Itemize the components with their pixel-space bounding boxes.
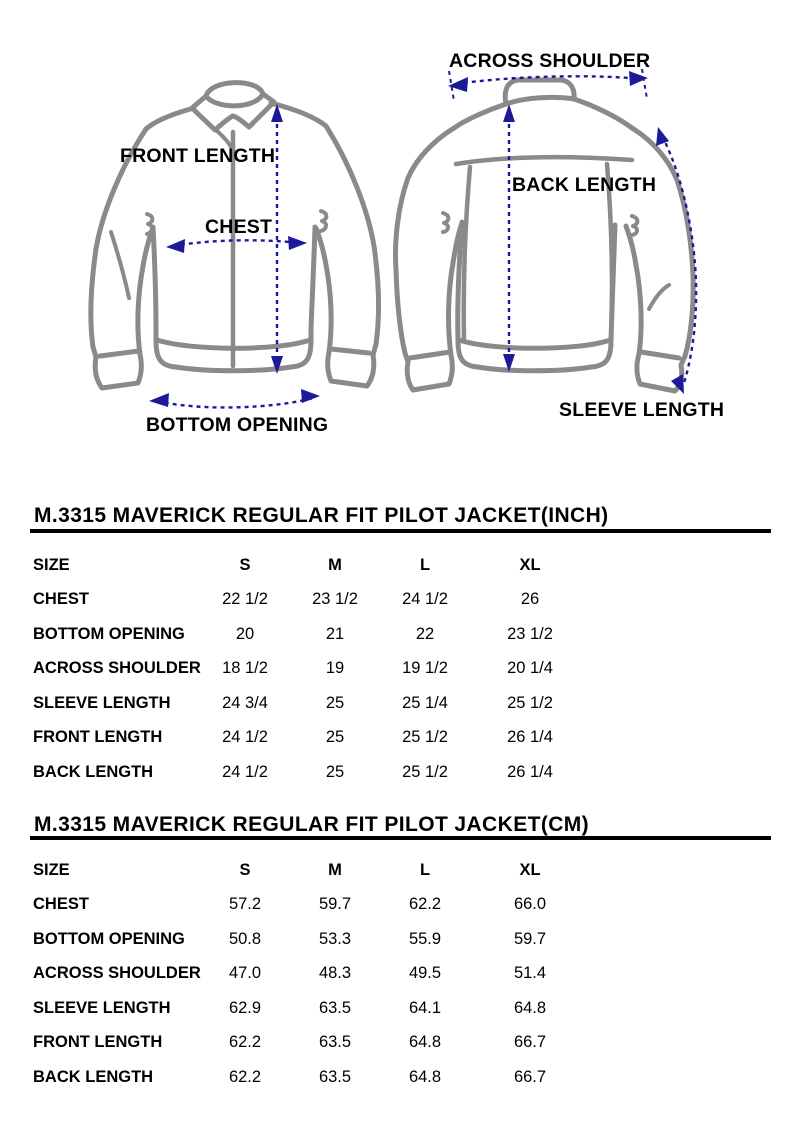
back-right-cuff-line (641, 352, 679, 358)
back-length-label: BACK LENGTH (512, 174, 657, 196)
cell-value: 49.5 (408, 964, 442, 983)
bottom-opening-arrow-shaft (157, 398, 313, 407)
back-right-pocket-mark (632, 216, 637, 235)
cell-value: 20 1/4 (507, 659, 553, 678)
cell-value: 66.7 (513, 1033, 547, 1052)
cell-value: 50.8 (228, 929, 262, 948)
bottom-opening-label: BOTTOM OPENING (146, 414, 329, 436)
front-collar-base (206, 94, 263, 106)
front-left-sleeve-crease (111, 232, 129, 298)
table-row (33, 1026, 593, 1061)
front-right-cuff-line (331, 349, 369, 353)
cell-value: 53.3 (318, 929, 352, 948)
cell-value: 21 (325, 624, 345, 643)
table-row (33, 991, 593, 1026)
back-right-sleeve (626, 128, 693, 391)
chest-arrow-shaft (173, 240, 301, 246)
cell-value: 22 1/2 (222, 590, 268, 609)
jacket-outlines (91, 80, 693, 391)
cell-value: 62.9 (228, 998, 262, 1017)
cell-value: 24 3/4 (222, 693, 268, 712)
chest-label: CHEST (205, 216, 273, 238)
chest-arrowhead-left (166, 239, 185, 253)
cell-value: 26 (520, 590, 540, 609)
table-row (33, 957, 593, 992)
cell-value: 25 1/4 (402, 693, 448, 712)
inch-table-title: M.3315 MAVERICK REGULAR FIT PILOT JACKET(INCH) (34, 504, 609, 527)
back-left-princess-seam (464, 167, 470, 340)
row-label: CHEST (33, 895, 89, 914)
back-left-pocket-mark (443, 213, 448, 232)
cm-table-title: M.3315 MAVERICK REGULAR FIT PILOT JACKET(CM) (34, 813, 590, 836)
table-row (33, 721, 593, 756)
row-label: BOTTOM OPENING (33, 624, 185, 643)
inch-size-table (33, 548, 593, 790)
inch-table-rule (30, 529, 771, 533)
col-header-xl: XL (519, 860, 541, 879)
size-header: SIZE (33, 860, 70, 879)
cell-value: 63.5 (318, 1067, 352, 1086)
cell-value: 63.5 (318, 1033, 352, 1052)
row-label: ACROSS SHOULDER (33, 659, 201, 678)
col-header-l: L (419, 860, 431, 879)
back-hem-band-line (459, 340, 610, 348)
cell-value: 57.2 (228, 895, 262, 914)
table-row (33, 922, 593, 957)
back-right-shoulder (574, 99, 632, 128)
sleeve-length-arrowhead-top (656, 127, 669, 146)
cell-value: 64.8 (408, 1067, 442, 1086)
table-row (33, 755, 593, 790)
cell-value: 20 (235, 624, 255, 643)
cell-value: 25 1/2 (402, 762, 448, 781)
cell-value: 63.5 (318, 998, 352, 1017)
cell-value: 62.2 (228, 1033, 262, 1052)
cell-value: 51.4 (513, 964, 547, 983)
cell-value: 47.0 (228, 964, 262, 983)
cm-size-table (33, 853, 593, 1095)
cell-value: 66.7 (513, 1067, 547, 1086)
row-label: BACK LENGTH (33, 1067, 154, 1086)
table-row (33, 652, 593, 687)
table-row (33, 888, 593, 923)
col-header-l: L (419, 555, 431, 574)
row-label: FRONT LENGTH (33, 728, 163, 747)
front-left-cuff-line (100, 351, 139, 356)
front-collar-top (206, 83, 263, 96)
cell-value: 25 (325, 693, 345, 712)
table-row (33, 583, 593, 618)
back-left-shoulder (454, 104, 506, 128)
cell-value: 64.1 (408, 998, 442, 1017)
table-row (33, 686, 593, 721)
size-header: SIZE (33, 555, 70, 574)
back-left-cuff-line (410, 352, 450, 358)
row-label: FRONT LENGTH (33, 1033, 163, 1052)
cell-value: 19 1/2 (402, 659, 448, 678)
chest-arrowhead-right (288, 236, 307, 250)
col-header-xl: XL (519, 555, 541, 574)
cell-value: 26 1/4 (507, 728, 553, 747)
front-length-label: FRONT LENGTH (120, 145, 276, 167)
cell-value: 19 (325, 659, 345, 678)
col-header-s: S (239, 860, 251, 879)
front-right-pocket-mark (321, 211, 326, 231)
cell-value: 62.2 (228, 1067, 262, 1086)
across-shoulder-label: ACROSS SHOULDER (449, 50, 651, 72)
bottom-opening-arrowhead-right (301, 389, 320, 403)
cell-value: 64.8 (513, 998, 547, 1017)
cell-value: 66.0 (513, 895, 547, 914)
back-jacket-outline (396, 80, 694, 391)
cell-value: 23 1/2 (507, 624, 553, 643)
col-header-m: M (328, 555, 342, 574)
table-header-row (33, 548, 593, 583)
cell-value: 25 1/2 (507, 693, 553, 712)
cell-value: 64.8 (408, 1033, 442, 1052)
sleeve-length-label: SLEEVE LENGTH (559, 399, 725, 421)
row-label: ACROSS SHOULDER (33, 964, 201, 983)
cell-value: 55.9 (408, 929, 442, 948)
col-header-s: S (239, 555, 251, 574)
col-header-m: M (328, 860, 342, 879)
cell-value: 25 1/2 (402, 728, 448, 747)
cell-value: 48.3 (318, 964, 352, 983)
cell-value: 25 (325, 762, 345, 781)
table-row (33, 1060, 593, 1095)
jacket-measurement-diagram (0, 0, 801, 460)
cell-value: 59.7 (318, 895, 352, 914)
bottom-opening-arrowhead-left (149, 393, 169, 407)
table-row (33, 617, 593, 652)
cell-value: 62.2 (408, 895, 442, 914)
across-shoulder-right-tick (642, 69, 647, 99)
across-shoulder-arrowhead-right (629, 71, 648, 86)
row-label: SLEEVE LENGTH (33, 998, 171, 1017)
table-header-row (33, 853, 593, 888)
front-right-lapel (233, 94, 274, 127)
cell-value: 59.7 (513, 929, 547, 948)
cell-value: 24 1/2 (402, 590, 448, 609)
back-right-sleeve-crease (649, 285, 669, 309)
cell-value: 24 1/2 (222, 728, 268, 747)
cell-value: 18 1/2 (222, 659, 268, 678)
row-label: CHEST (33, 590, 89, 609)
cm-table-rule (30, 836, 771, 840)
row-label: BACK LENGTH (33, 762, 154, 781)
row-label: SLEEVE LENGTH (33, 693, 171, 712)
row-label: BOTTOM OPENING (33, 929, 185, 948)
cell-value: 23 1/2 (312, 590, 358, 609)
cell-value: 25 (325, 728, 345, 747)
cell-value: 24 1/2 (222, 762, 268, 781)
cell-value: 22 (415, 624, 435, 643)
cell-value: 26 1/4 (507, 762, 553, 781)
back-collar-base (506, 97, 574, 104)
front-left-pocket-mark (147, 214, 152, 234)
